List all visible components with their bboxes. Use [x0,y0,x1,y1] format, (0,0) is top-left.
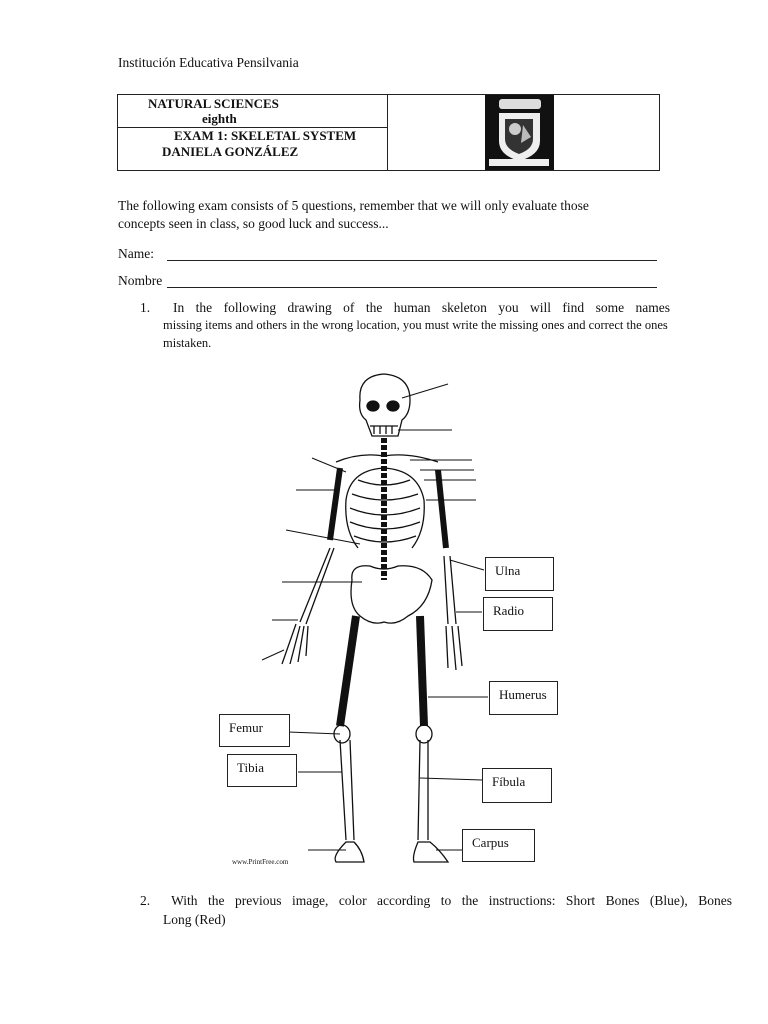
left-hand [282,624,308,664]
grade-label: eighth [202,111,237,126]
left-forearm [300,548,334,624]
label-fibula: Fíbula [492,774,526,789]
student-name: DANIELA GONZÁLEZ [162,144,299,159]
question-2-number: 2. [140,893,151,908]
intro-line-2: concepts seen in class, so good luck and success... [118,216,389,231]
right-forearm [444,556,456,624]
left-tibia [340,740,354,840]
school-name: Institución Educativa Pensilvania [118,55,299,70]
subject-title: NATURAL SCIENCES [148,96,279,111]
label-tibia: Tibia [237,760,264,775]
label-box-humerus[interactable] [489,681,558,715]
label-box-radio[interactable] [483,597,553,631]
label-box-ulna[interactable] [485,557,554,591]
question-1-line-2: missing items and others in the wrong location, you must write the missing ones and correct the ones [163,318,668,332]
left-femur [340,616,356,726]
intro-line-1: The following exam consists of 5 questions, remember that we will only evaluate those [118,198,589,213]
label-box-fibula[interactable] [482,768,552,803]
question-1-number: 1. [140,300,151,315]
right-tibia [418,740,428,840]
label-box-tibia[interactable] [227,754,297,787]
label-carpus: Carpus [472,835,509,850]
label-femur: Femur [229,720,263,735]
question-2-line-1 [140,893,732,909]
right-foot [414,842,449,862]
question-1-line-3: mistaken. [163,336,212,350]
label-humerus: Humerus [499,687,547,702]
question-1-text: In the following drawing of the human skeleton you will find some names [172,300,670,315]
label-ulna: Ulna [495,563,521,578]
right-hand [446,626,462,670]
question-2-text: With the previous image, color according to the instructions: Short Bones (Blue), Bones [171,893,732,908]
label-box-femur[interactable] [219,714,290,747]
image-credit: www.PrintFree.com [232,858,289,866]
label-radio: Radio [493,603,525,618]
question-2-line-2: Long (Red) [163,912,226,927]
label-box-carpus[interactable] [462,829,535,862]
right-humerus [438,470,446,548]
nombre-label: Nombre [118,273,163,288]
exam-title: EXAM 1: SKELETAL SYSTEM [174,128,357,143]
name-label: Name: [118,246,154,261]
right-femur [420,616,424,726]
left-foot [335,842,364,862]
pelvis [351,566,432,623]
left-humerus [330,468,340,540]
